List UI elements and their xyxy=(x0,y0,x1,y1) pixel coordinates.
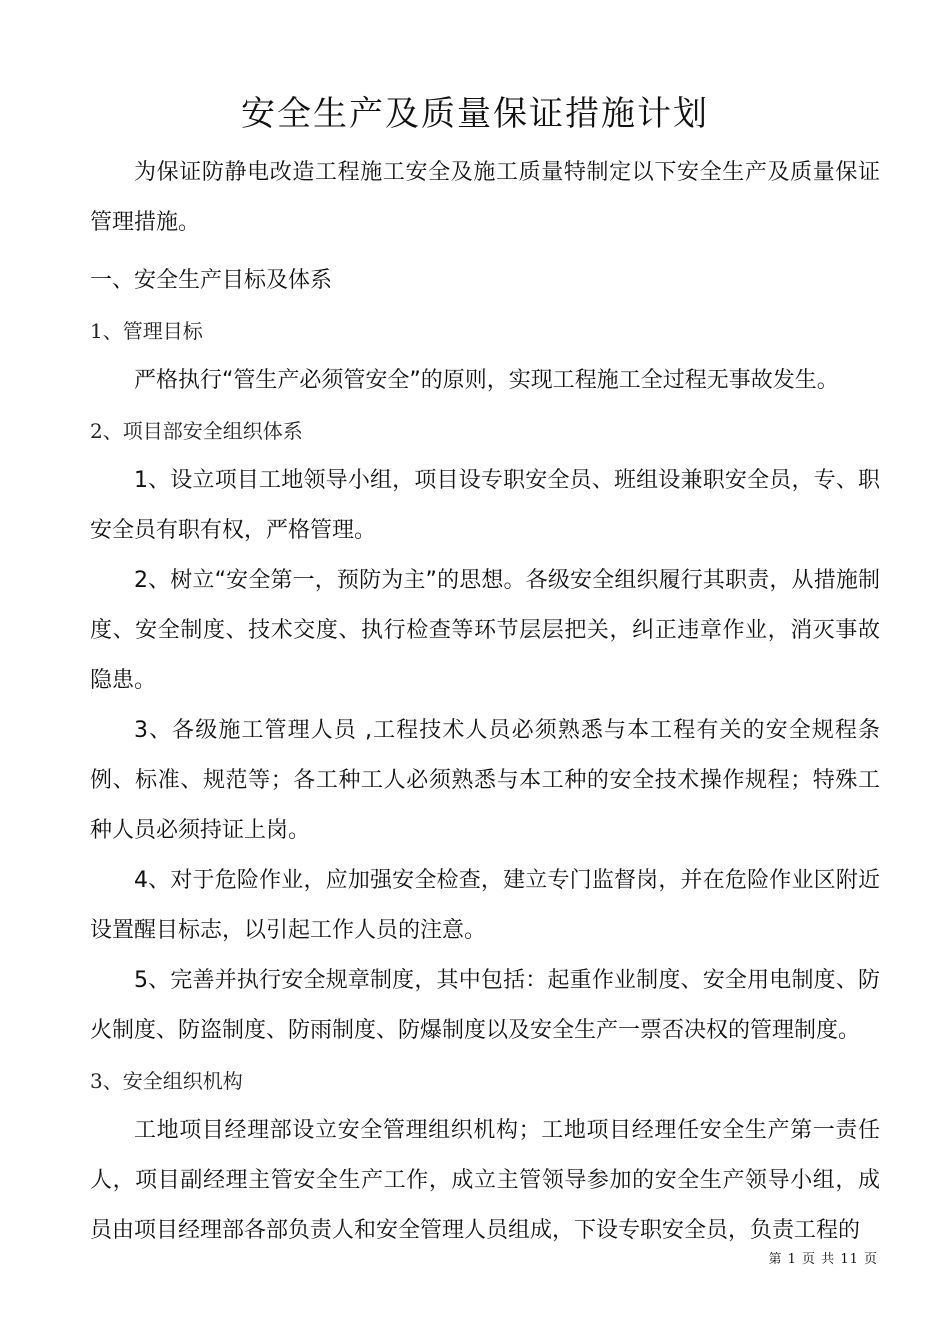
subsection-paragraph-3: 工地项目经理部设立安全管理组织机构；工地项目经理任安全生产第一责任人，项目副经理主管安全生产工作，成立主管领导参加的安全生产领导小组，成员由项目经理部各部负责人和安全管理人员组成，下设专职安全员，负责工程的 xyxy=(90,1118,880,1243)
list-item: 1、设立项目工地领导小组，项目设专职安全员、班组设兼职安全员，专、职安全员有职有权，严格管理。 xyxy=(90,468,880,543)
page-number-footer: 第 1 页 共 11 页 xyxy=(768,1252,878,1267)
section-heading-1: 一、安全生产目标及体系 xyxy=(90,268,333,293)
list-item: 2、树立“安全第一，预防为主”的思想。各级安全组织履行其职责，从措施制度、安全制度、技术交度、执行检查等环节层层把关，纠正违章作业，消灭事故隐患。 xyxy=(90,568,880,693)
subsection-heading-1: 1、管理目标 xyxy=(90,319,203,343)
document-body xyxy=(90,148,880,1256)
subsection-paragraph-1: 严格执行“管生产必须管安全”的原则，实现工程施工全过程无事故发生。 xyxy=(134,368,839,393)
subsection-heading-2: 2、项目部安全组织体系 xyxy=(90,419,303,443)
document-title: 安全生产及质量保证措施计划 xyxy=(241,94,709,134)
list-item: 3、各级施工管理人员 ,工程技术人员必须熟悉与本工程有关的安全规程条例、标准、规范等；各工种工人必须熟悉与本工种的安全技术操作规程；特殊工种人员必须持证上岗。 xyxy=(90,718,880,843)
subsection-heading-3: 3、安全组织机构 xyxy=(90,1069,243,1093)
intro-paragraph: 为保证防静电改造工程施工安全及施工质量特制定以下安全生产及质量保证管理措施。 xyxy=(90,160,880,235)
list-item: 5、完善并执行安全规章制度，其中包括：起重作业制度、安全用电制度、防火制度、防盗制度、防雨制度、防爆制度以及安全生产一票否决权的管理制度。 xyxy=(90,968,880,1043)
list-item: 4、对于危险作业，应加强安全检查，建立专门监督岗，并在危险作业区附近设置醒目标志，以引起工作人员的注意。 xyxy=(90,868,880,943)
